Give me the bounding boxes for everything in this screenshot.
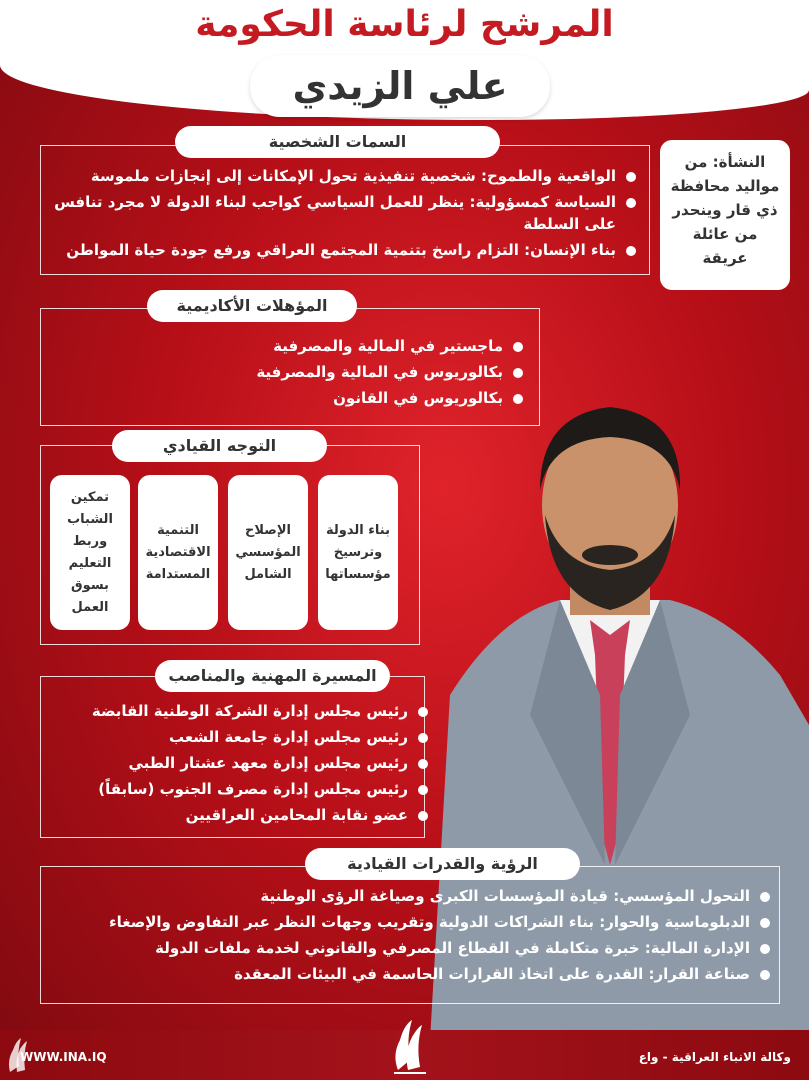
academic-list <box>60 335 525 413</box>
career-list <box>50 700 430 830</box>
origin-card: النشأة: من مواليد محافظة ذي قار وينحدر من عائلة عريقة <box>660 140 790 290</box>
list-item: صناعة القرار: القدرة على اتخاذ القرارات الحاسمة في البيئات المعقدة <box>62 963 772 985</box>
vision-list <box>62 885 772 989</box>
leadership-heading: التوجه القيادي <box>112 430 327 462</box>
leadership-card: التنمية الاقتصادية المستدامة <box>138 475 218 630</box>
list-item: الدبلوماسية والحوار: بناء الشراكات الدولية وتقريب وجهات النظر عبر التفاوض والإصغاء <box>62 911 772 933</box>
list-item: عضو نقابة المحامين العراقيين <box>50 804 430 826</box>
list-item: الواقعية والطموح: شخصية تنفيذية تحول الإمكانات إلى إنجازات ملموسة <box>48 165 638 187</box>
list-item: بكالوريوس في المالية والمصرفية <box>60 361 525 383</box>
vision-heading: الرؤية والقدرات القيادية <box>305 848 580 880</box>
leadership-card: بناء الدولة وترسيخ مؤسساتها <box>318 475 398 630</box>
traits-list <box>48 165 638 265</box>
list-item: بكالوريوس في القانون <box>60 387 525 409</box>
list-item: التحول المؤسسي: قيادة المؤسسات الكبرى وصياغة الرؤى الوطنية <box>62 885 772 907</box>
footer-agency: وكالة الانباء العراقية - واع <box>638 1050 791 1064</box>
list-item: رئيس مجلس إدارة جامعة الشعب <box>50 726 430 748</box>
candidate-name: علي الزيدي <box>250 55 550 117</box>
leadership-card: الإصلاح المؤسسي الشامل <box>228 475 308 630</box>
list-item: رئيس مجلس إدارة معهد عشتار الطبي <box>50 752 430 774</box>
list-item: الإدارة المالية: خبرة متكاملة في القطاع المصرفي والقانوني لخدمة ملفات الدولة <box>62 937 772 959</box>
list-item: رئيس مجلس إدارة الشركة الوطنية القابضة <box>50 700 430 722</box>
list-item: السياسة كمسؤولية: ينظر للعمل السياسي كواجب لبناء الدولة لا مجرد تنافس على السلطة <box>48 191 638 235</box>
list-item: ماجستير في المالية والمصرفية <box>60 335 525 357</box>
page-title: المرشح لرئاسة الحكومة <box>195 4 614 45</box>
footer-website: WWW.INA.IQ <box>20 1050 107 1064</box>
career-heading: المسيرة المهنية والمناصب <box>155 660 390 692</box>
academic-heading: المؤهلات الأكاديمية <box>147 290 357 322</box>
traits-heading: السمات الشخصية <box>175 126 500 158</box>
agency-logo-icon <box>390 1015 430 1075</box>
list-item: رئيس مجلس إدارة مصرف الجنوب (سابقاً) <box>50 778 430 800</box>
leadership-card: تمكين الشباب وربط التعليم بسوق العمل <box>50 475 130 630</box>
list-item: بناء الإنسان: التزام راسخ بتنمية المجتمع العراقي ورفع جودة حياة المواطن <box>48 239 638 261</box>
